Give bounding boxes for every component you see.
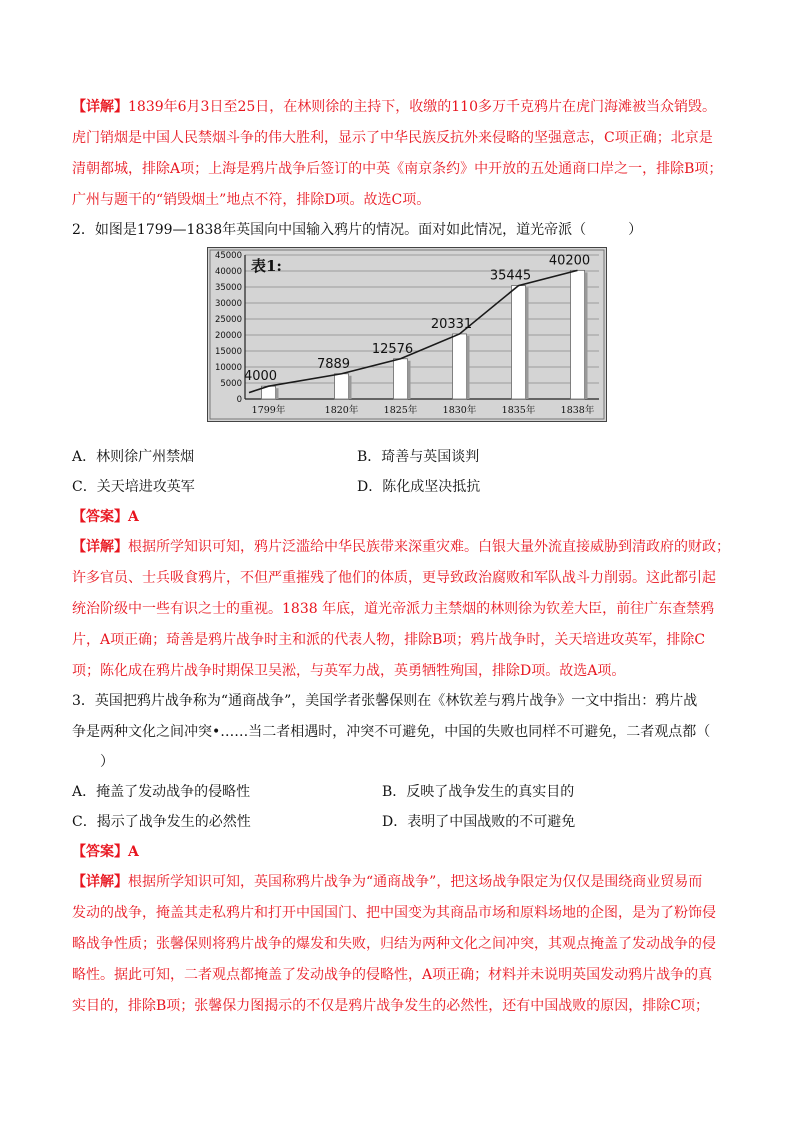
- bar-1835年: [512, 286, 526, 399]
- x-tick-label-1830年: 1830年: [442, 405, 477, 416]
- data-label-1825年: 12576: [371, 341, 414, 357]
- x-tick-label-1835年: 1835年: [501, 405, 536, 416]
- q3-answer: [72, 842, 732, 862]
- q2-explain-line-4: 片，A项正确；琦善是鸦片战争时主和派的代表人物，排除B项；鸦片战争时，关天培进攻英军，排除C: [72, 632, 706, 648]
- q3-stem-line-1: 3．英国把鸦片战争称为“通商战争”，美国学者张馨保则在《林钦差与鸦片战争》一文中指出：鸦片战: [72, 693, 698, 709]
- y-tick-label-10000: 10000: [214, 363, 242, 373]
- data-label-1830年: 20331: [430, 316, 473, 332]
- q3-option-b: B．反映了战争发生的真实目的: [382, 784, 575, 800]
- q3-answer-label: 【答案】: [72, 844, 128, 860]
- bar-1825年: [394, 359, 408, 399]
- y-tick-label-40000: 40000: [214, 267, 242, 277]
- chart-title: 表1:: [251, 257, 282, 275]
- q1-explain-text-1: 1839年6月3日至25日，在林则徐的主持下，收缴的110多万千克鸦片在虎门海滩被当众销毁。: [128, 99, 716, 115]
- q1-explain-line-2: 虎门销烟是中国人民禁烟斗争的伟大胜利，显示了中华民族反抗外来侵略的坚强意志，C项正确；北京是: [72, 130, 713, 146]
- bar-shadow-1820年: [349, 376, 352, 399]
- q2-explain-line-5: 项；陈化成在鸦片战争时期保卫吴淞，与英军力战，英勇牺牲殉国，排除D项。故选A项。: [72, 663, 626, 679]
- q3-explain-text-1: 根据所学知识可知，英国称鸦片战争为“通商战争”，把这场战争限定为仅仅是围绕商业贸易而: [128, 874, 703, 890]
- q2-explain-line-3: 统治阶级中一些有识之士的重视。1838 年底，道光帝派力主禁烟的林则徐为钦差大臣，前往广东查禁鸦: [72, 601, 715, 617]
- q3-explain-line-5: 实目的，排除B项；张馨保力图揭示的不仅是鸦片战争发生的必然性，还有中国战败的原因，排除C项；: [72, 998, 709, 1014]
- q1-explain-line-1: [72, 97, 732, 117]
- y-tick-label-0: 0: [236, 395, 242, 405]
- q3-explain-line-3: 略战争性质；张馨保则将鸦片战争的爆发和失败，归结为两种文化之间冲突，其观点掩盖了发动战争的侵: [72, 936, 716, 952]
- q2-answer-value: A: [128, 509, 139, 525]
- q2-option-a: A．林则徐广州禁烟: [72, 449, 195, 465]
- data-label-1835年: 35445: [489, 268, 532, 284]
- x-tick-label-1838年: 1838年: [560, 405, 595, 416]
- data-label-1820年: 7889: [316, 356, 351, 372]
- q2-explain-text-1: 根据所学知识可知，鸦片泛滥给中华民族带来深重灾难。白银大量外流直接威胁到清政府的财政；: [128, 539, 730, 555]
- q2-option-d: D．陈化成坚决抵抗: [357, 479, 481, 495]
- q3-explain-label: 【详解】: [72, 874, 128, 890]
- q2-option-b: B．琦善与英国谈判: [357, 449, 480, 465]
- x-tick-label-1825年: 1825年: [383, 405, 418, 416]
- q3-explain-line-4: 略性。据此可知，二者观点都掩盖了发动战争的侵略性，A项正确；材料并未说明英国发动鸦片战争的真: [72, 967, 713, 983]
- q2-answer-label: 【答案】: [72, 509, 128, 525]
- data-label-1838年: 40200: [548, 253, 591, 269]
- bar-shadow-1825年: [408, 361, 411, 399]
- q1-explain-label: 【详解】: [72, 99, 128, 115]
- q3-option-a: A．掩盖了发动战争的侵略性: [72, 784, 251, 800]
- q3-answer-value: A: [128, 844, 139, 860]
- y-tick-label-5000: 5000: [220, 379, 242, 389]
- q2-answer: [72, 507, 732, 527]
- q3-explain-line-2: 发动的战争，掩盖其走私鸦片和打开中国国门、把中国变为其商品市场和原料场地的企图，是为了粉饰侵: [72, 905, 716, 921]
- y-tick-label-25000: 25000: [214, 315, 242, 325]
- q3-option-c: C．揭示了战争发生的必然性: [72, 814, 251, 830]
- q2-explain-line-1: [72, 537, 732, 557]
- y-tick-label-30000: 30000: [214, 299, 242, 309]
- bar-shadow-1838年: [585, 272, 588, 399]
- bar-1820年: [335, 374, 349, 399]
- bar-shadow-1799年: [276, 388, 279, 399]
- bar-shadow-1830年: [467, 336, 470, 399]
- q2-explain-label: 【详解】: [72, 539, 128, 555]
- y-tick-label-15000: 15000: [214, 347, 242, 357]
- y-tick-label-20000: 20000: [214, 331, 242, 341]
- q2-option-c: C．关天培进攻英军: [72, 479, 195, 495]
- x-tick-label-1799年: 1799年: [251, 405, 286, 416]
- q2-stem: 2．如图是1799—1838年英国向中国输入鸦片的情况。面对如此情况，道光帝派（ ）: [72, 222, 643, 238]
- data-label-1799年: 4000: [243, 369, 278, 385]
- q2-explain-line-2: 许多官员、士兵吸食鸦片，不但严重摧残了他们的体质，更导致政治腐败和军队战斗力削弱。这此都引起: [72, 570, 716, 586]
- bar-shadow-1835年: [526, 288, 529, 399]
- y-tick-label-45000: 45000: [214, 251, 242, 261]
- q3-stem-line-2: 争是两种文化之间冲突•……当二者相遇时，冲突不可避免，中国的失败也同样不可避免，二者观点都（: [72, 724, 711, 740]
- q3-stem-line-3: ）: [72, 754, 114, 770]
- q3-option-d: D．表明了中国战败的不可避免: [382, 814, 576, 830]
- q3-explain-line-1: [72, 872, 732, 892]
- bar-1830年: [453, 334, 467, 399]
- bar-1838年: [571, 270, 585, 399]
- opium-import-chart: [207, 247, 607, 422]
- q1-explain-line-3: 清朝都城，排除A项；上海是鸦片战争后签订的中英《南京条约》中开放的五处通商口岸之一，排除B项；: [72, 161, 723, 177]
- y-tick-label-35000: 35000: [214, 283, 242, 293]
- x-tick-label-1820年: 1820年: [324, 405, 359, 416]
- q1-explain-line-4: 广州与题干的“销毁烟土”地点不符，排除D项。故选C项。: [72, 192, 431, 208]
